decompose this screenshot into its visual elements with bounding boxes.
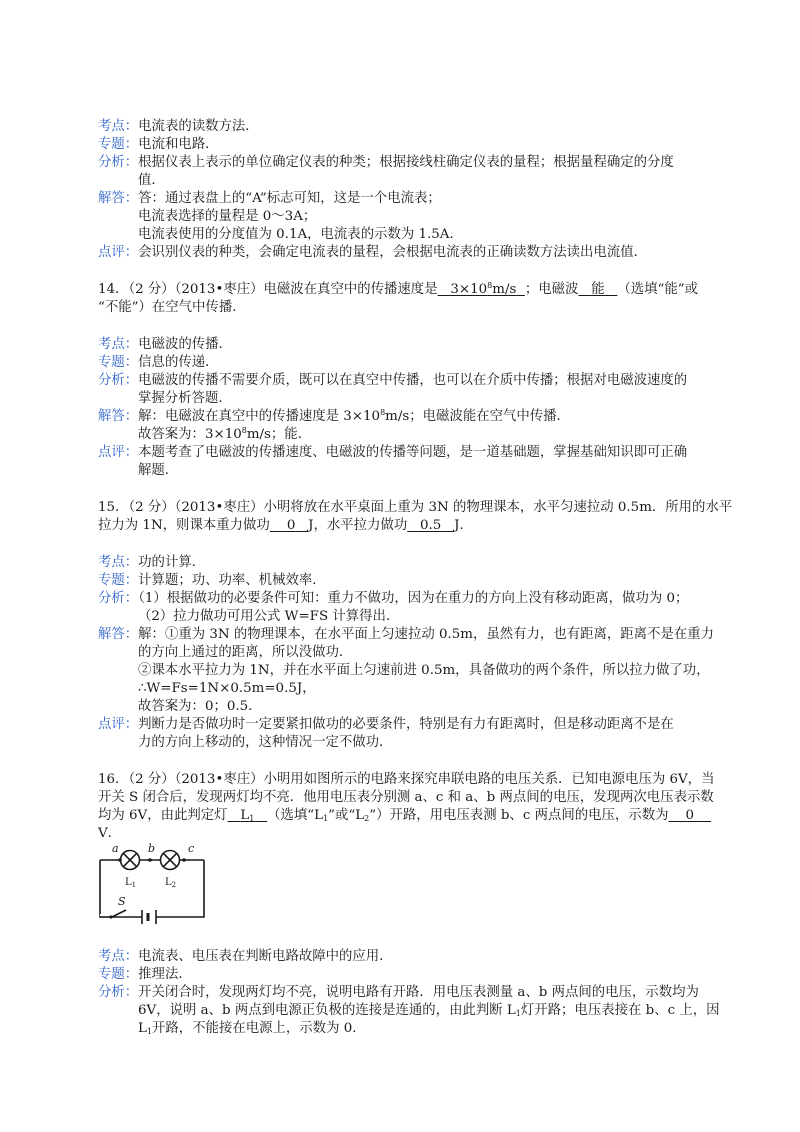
fenxi-text: 电磁波的传播不需要介质，既可以在真空中传播，也可以在介质中传播；根据对电磁波速度的 <box>138 373 688 388</box>
q15-zhuanti-row <box>98 572 326 590</box>
q14-kaodian-row <box>98 336 232 354</box>
q15-kaodian-row <box>98 554 205 572</box>
zhuanti-text: 信息的传递． <box>138 355 219 370</box>
q16-fenxi-row <box>98 984 699 1002</box>
q14-answer-blank-2 <box>578 282 617 297</box>
q16-stem-mid-c: ”）开路，用电压表测 b、c 两点间的电压，示数为 <box>369 808 669 823</box>
q16-stem-sub-2: 2 <box>364 814 370 823</box>
jieda-2-text-b: m/s；能． <box>246 427 312 442</box>
jieda-text: 答：通过表盘上的“A”标志可知，这是一个电流表； <box>138 191 441 206</box>
lamp-2-label: $L_2$ <box>165 877 177 889</box>
dianping-label: 点评： <box>98 717 139 732</box>
q15-dianping-row-2: 力的方向上移动的，这种情况一定不做功． <box>138 735 393 750</box>
q14-answer-1-a: 3×10 <box>450 282 488 297</box>
q13-jieda-row <box>98 190 441 208</box>
kaodian-text: 电磁波的传播． <box>138 337 232 352</box>
jieda-2-sup: 8 <box>241 426 247 435</box>
zhuanti-label: 专题： <box>98 355 139 370</box>
dianping-text: 会识别仪表的种类，会确定电流表的量程，会根据电流表的正确读数方法读出电流值． <box>138 245 648 260</box>
q15-dianping-row <box>98 716 674 734</box>
q15-stem-line-2 <box>98 517 473 535</box>
fenxi-label: 分析： <box>98 373 139 388</box>
q14-stem-pre: 14．（2 分）（2013•枣庄）电磁波在真空中的传播速度是 <box>98 282 438 297</box>
zhuanti-text: 计算题；功、功率、机械效率． <box>138 573 326 588</box>
q13-kaodian-row <box>98 118 259 136</box>
q16-fenxi-row-2 <box>138 1002 720 1020</box>
q16-answer-blank-1 <box>228 808 268 823</box>
q16-stem-line-2: 开关 S 闭合后，发现两灯均不亮．他用电压表分别测 a、c 和 a、b 两点间的电压，发现两次电压表示数 <box>98 790 714 805</box>
jieda-sup: 8 <box>380 408 386 417</box>
circuit-diagram <box>98 842 218 924</box>
point-c-dot <box>182 858 186 862</box>
lamp-1-icon <box>121 851 140 870</box>
q15-jieda-row-2: 的方向上通过的距离，所以没做功． <box>138 645 353 660</box>
fenxi-label: 分析： <box>98 591 139 606</box>
dianping-label: 点评： <box>98 245 139 260</box>
kaodian-label: 考点： <box>98 119 139 134</box>
point-b-dot <box>148 858 152 862</box>
zhuanti-label: 专题： <box>98 573 139 588</box>
lamp-2-icon <box>161 851 180 870</box>
q16-kaodian-row <box>98 948 393 966</box>
kaodian-text: 电流表的读数方法． <box>138 119 259 134</box>
q15-stem-post: J． <box>454 518 473 533</box>
fenxi-label: 分析： <box>98 155 139 170</box>
jieda-label: 解答： <box>98 191 139 206</box>
q14-stem-mid: ；电磁波 <box>524 282 579 297</box>
q15-jieda-row-5: 故答案为：0；0.5． <box>138 699 262 714</box>
q16-stem-pre: 均为 6V，由此判定灯 <box>98 808 228 823</box>
kaodian-label: 考点： <box>98 949 139 964</box>
jieda-label: 解答： <box>98 409 139 424</box>
q16-zhuanti-row <box>98 966 192 984</box>
q14-dianping-row <box>98 444 687 462</box>
point-a-dot <box>118 858 122 862</box>
q16-answer-2: 0 <box>685 808 695 823</box>
fenxi-label: 分析： <box>98 985 139 1000</box>
point-b-label: b <box>148 842 156 855</box>
jieda-text: 解：①重为 3N 的物理课本，在水平面上匀速拉动 0.5m，虽然有力，也有距离，距离不是在重力 <box>138 627 715 642</box>
q14-zhuanti-row <box>98 354 219 372</box>
kaodian-text: 功的计算． <box>138 555 206 570</box>
q16-stem-line-1: 16．（2 分）（2013•枣庄）小明用如图所示的电路来探究串联电路的电压关系．已知电源电压为 6V，当 <box>98 772 715 787</box>
q14-answer-2: 能 <box>591 282 605 297</box>
q13-zhuanti-row <box>98 136 219 154</box>
jieda-2-text-a: 故答案为：3×10 <box>138 427 242 442</box>
q16-stem-mid-a: （选填“L <box>267 808 324 823</box>
q16-answer-1-sub: 1 <box>249 814 255 823</box>
q14-answer-1-sup: 8 <box>487 281 493 290</box>
fenxi-text: 开关闭合时，发现两灯均不亮，说明电路有开路．用电压表测量 a、b 两点间的电压，示数均为 <box>138 985 699 1000</box>
q16-stem-line-3 <box>98 807 711 825</box>
jieda-text-a: 解：电磁波在真空中的传播速度是 3×10 <box>138 409 381 424</box>
q14-fenxi-row <box>98 372 687 390</box>
dianping-text: 本题考查了电磁波的传播速度、电磁波的传播等问题，是一道基础题，掌握基础知识即可正确 <box>138 445 688 460</box>
q15-jieda-row <box>98 626 714 644</box>
jieda-text-b: m/s；电磁波能在空气中传播． <box>385 409 570 424</box>
q15-answer-blank-2 <box>407 518 454 533</box>
q13-fenxi-row-2: 值． <box>138 173 165 188</box>
q16-answer-blank-2 <box>668 808 711 823</box>
q13-dianping-row <box>98 244 647 262</box>
q15-jieda-row-3: ②课本水平拉力为 1N，并在水平面上匀速前进 0.5m，具备做功的两个条件，所以拉力做了功， <box>138 663 710 678</box>
q15-answer-blank-1 <box>270 518 308 533</box>
q14-answer-blank-1 <box>438 282 525 297</box>
point-a-label: a <box>112 842 119 855</box>
circuit-wire-right-bottom <box>156 860 204 917</box>
zhuanti-label: 专题： <box>98 967 139 982</box>
q15-fenxi-row <box>98 590 688 608</box>
q14-dianping-row-2: 解题． <box>138 463 179 478</box>
q16-stem-sub-1: 1 <box>323 814 329 823</box>
fenxi-3-sub: 1 <box>146 1027 152 1036</box>
q15-stem-line-1: 15．（2 分）（2013•枣庄）小明将放在水平桌面上重为 3N 的物理课本，水平匀速拉动 0.5m．所用的水平 <box>98 500 733 515</box>
q14-jieda-row-2 <box>138 426 311 444</box>
q16-stem-mid-b: ”或“L <box>328 808 365 823</box>
q15-stem-pre: 拉力为 1N，则课本重力做功 <box>98 518 270 533</box>
switch-label: S <box>118 895 126 908</box>
q13-fenxi-row <box>98 154 674 172</box>
fenxi-3-text-b: 开路，不能接在电源上，示数为 0． <box>152 1021 366 1036</box>
q15-fenxi-row-2: （2）拉力做功可用公式 W=FS 计算得出． <box>138 609 400 624</box>
lamp-1-label: $L_1$ <box>125 877 137 889</box>
q14-stem-post: （选填“能”或 <box>617 282 699 297</box>
fenxi-text: （1）根据做功的必要条件可知：重力不做功，因为在重力的方向上没有移动距离，做功为 0； <box>138 591 689 606</box>
q13-jieda-row-2: 电流表选择的量程是 0～3A； <box>138 209 317 224</box>
zhuanti-label: 专题： <box>98 137 139 152</box>
q14-stem-line-2: “不能”）在空气中传播． <box>98 300 246 315</box>
battery-icon <box>142 910 156 924</box>
zhuanti-text: 电流和电路． <box>138 137 219 152</box>
switch-icon <box>112 910 126 917</box>
kaodian-label: 考点： <box>98 337 139 352</box>
switch-pivot <box>109 915 112 918</box>
kaodian-label: 考点： <box>98 555 139 570</box>
point-c-label: c <box>188 842 195 855</box>
zhuanti-text: 推理法． <box>138 967 192 982</box>
kaodian-text: 电流表、电压表在判断电路故障中的应用． <box>138 949 393 964</box>
q14-fenxi-row-2: 掌握分析答题． <box>138 391 232 406</box>
q15-jieda-row-4: ∴W=Fs=1N×0.5m=0.5J， <box>138 681 316 696</box>
fenxi-text: 根据仪表上表示的单位确定仪表的种类；根据接线柱确定仪表的量程；根据量程确定的分度 <box>138 155 674 170</box>
fenxi-2-text-b: 灯开路；电压表接在 b、c 上，因 <box>520 1003 720 1018</box>
q15-stem-mid: J，水平拉力做功 <box>308 518 408 533</box>
q16-stem-line-4: V． <box>98 826 122 841</box>
q16-answer-1: L <box>240 808 250 823</box>
fenxi-2-sub: 1 <box>515 1009 521 1018</box>
fenxi-2-text-a: 6V，说明 a、b 两点到电源正负极的连接是连通的，由此判断 L <box>138 1003 516 1018</box>
q14-answer-1-b: m/s <box>492 282 517 297</box>
dianping-text: 判断力是否做功时一定要紧扣做功的必要条件，特别是有力有距离时，但是移动距离不是在 <box>138 717 674 732</box>
q16-fenxi-row-3 <box>138 1020 366 1038</box>
dianping-label: 点评： <box>98 445 139 460</box>
q15-answer-1: 0 <box>286 518 296 533</box>
jieda-label: 解答： <box>98 627 139 642</box>
q13-jieda-row-3: 电流表使用的分度值为 0.1A，电流表的示数为 1.5A． <box>138 227 463 242</box>
fenxi-3-text-a: L <box>138 1021 147 1036</box>
q14-jieda-row <box>98 408 570 426</box>
q15-answer-2: 0.5 <box>420 518 442 533</box>
q14-stem-line-1 <box>98 281 698 299</box>
